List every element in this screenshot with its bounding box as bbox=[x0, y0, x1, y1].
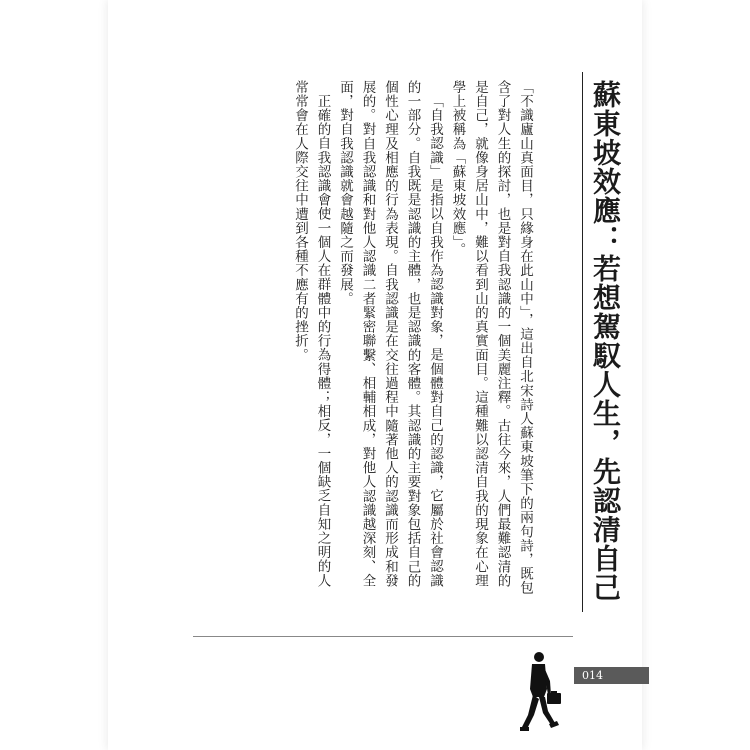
paragraph-3: 正確的自我認識會使一個人在群體中的行為得體；相反，一個缺乏自知之明的人常常會在人際交往中遭到各種不應有的挫折。 bbox=[292, 80, 331, 587]
title-divider bbox=[582, 72, 583, 612]
body-text bbox=[289, 80, 537, 600]
page-number: 014 bbox=[582, 669, 603, 682]
walking-businessman-icon bbox=[518, 651, 564, 733]
book-page bbox=[108, 0, 642, 750]
paragraph-1: 「不識廬山真面目，只緣身在此山中」，這出自北宋詩人蘇東坡筆下的兩句詩，既包含了對人生的探討，也是對自我認識的一個美麗注釋。古往今來，人們最難認清的是自己，就像身居山中，難以看到山的真實面目。這種難以認清自我的現象在心理學上被稱為「蘇東坡效應」。 bbox=[449, 80, 533, 595]
page-title: 蘇東坡效應：若想駕馭人生，先認清自己 bbox=[589, 80, 622, 602]
page-number-badge bbox=[574, 667, 649, 684]
footer-divider bbox=[193, 636, 573, 637]
paragraph-2: 「自我認識」是指以自我作為認識對象，是個體對自己的認識，它屬於社會認識的一部分。自我既是認識的主體，也是認識的客體。其認識的主要對象包括自己的個性心理及相應的行為表現。自我認識是在交往過程中隨著他人的認識而形成和發展的。對自我認識和對他人認識二者緊密聯繫、相輔相成，對他人認識越深刻、全面，對自我認識就會越隨之而發展。 bbox=[337, 80, 443, 588]
